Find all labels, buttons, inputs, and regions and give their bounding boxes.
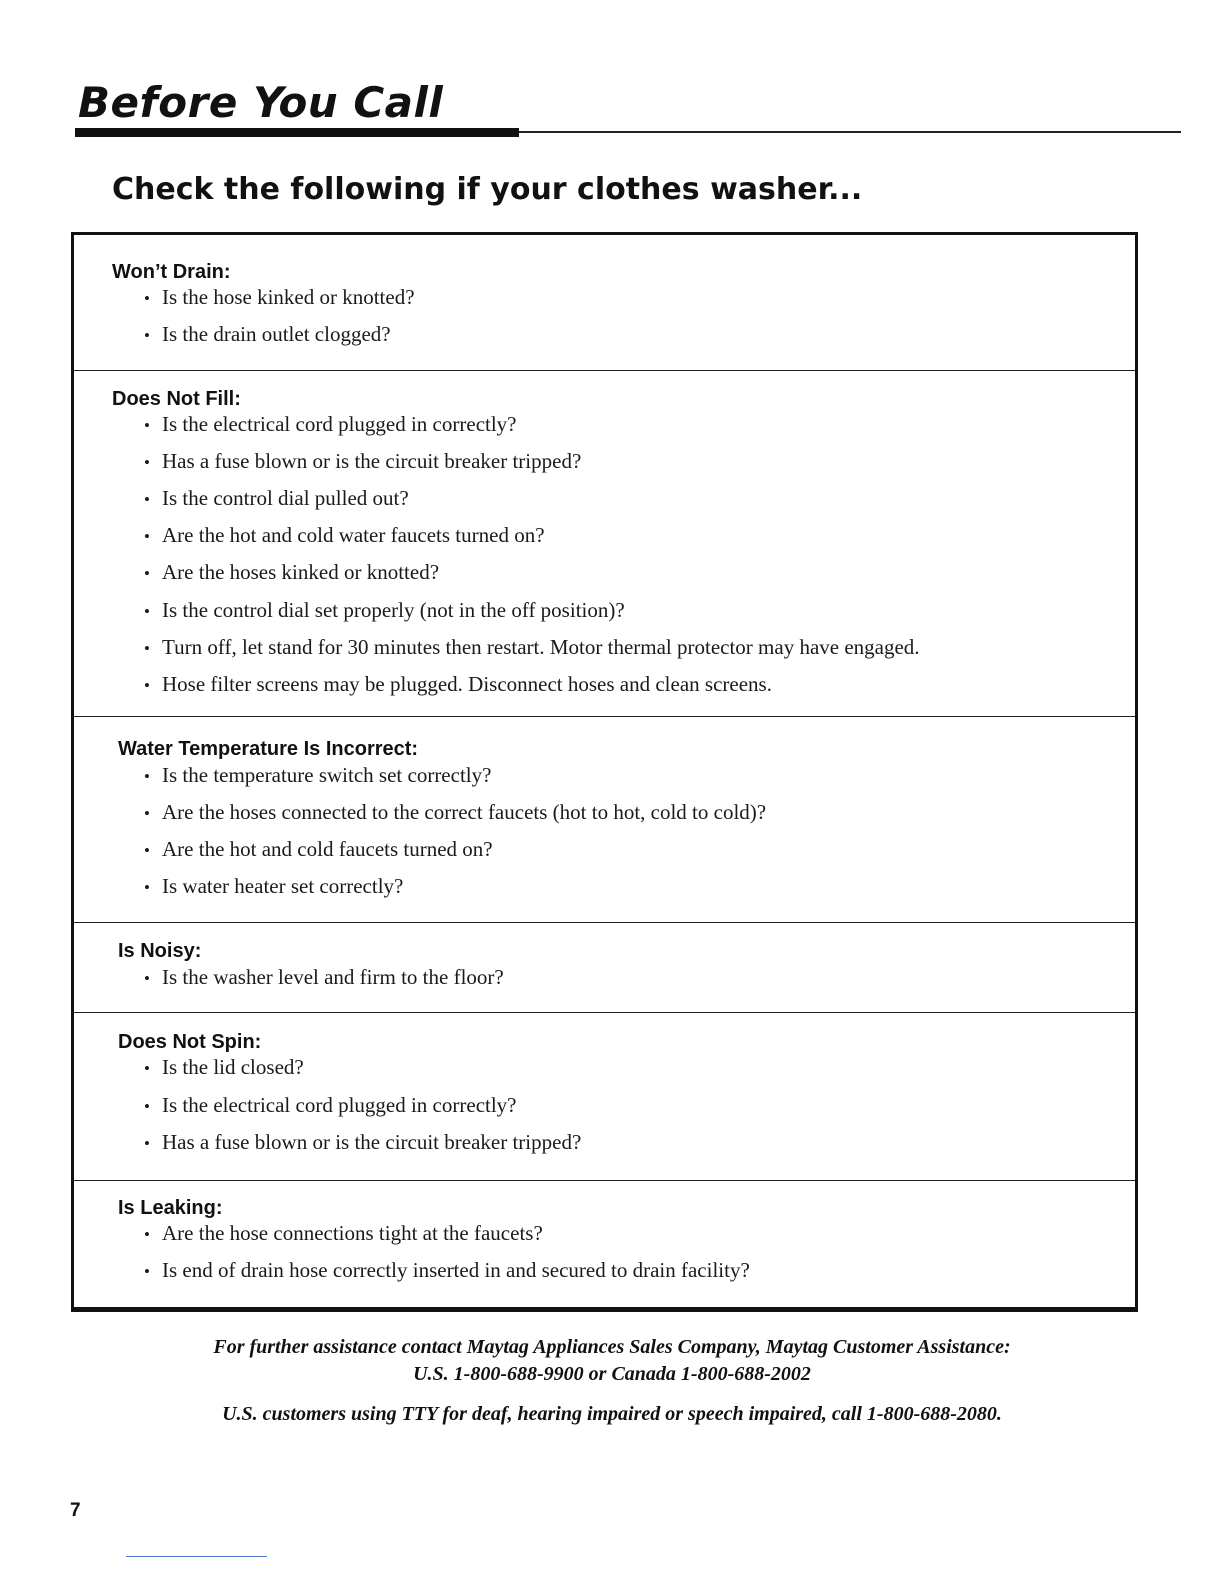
item-text: Are the hot and cold faucets turned on? [162,837,493,861]
bullet-icon: • [144,490,150,509]
bullet-icon: • [144,527,150,546]
title-rule-thick [75,128,519,137]
section-is-leaking [74,1180,1135,1307]
item-text: Is the temperature switch set correctly? [162,763,492,787]
item-text: Is end of drain hose correctly inserted in and secured to drain facility? [162,1258,750,1282]
bullet-icon: • [144,289,150,308]
item-text: Is the electrical cord plugged in correctly? [162,1093,517,1117]
item-text: Is the drain outlet clogged? [162,322,391,346]
bottom-divider [126,1556,267,1557]
item-text: Hose filter screens may be plugged. Disconnect hoses and clean screens. [162,672,772,696]
section-heading: Does Not Spin: [118,1031,262,1053]
bullet-icon: • [144,878,150,897]
item-text: Is the electrical cord plugged in correctly? [162,412,517,436]
checklist-box [71,232,1138,1312]
bullet-icon: • [144,1262,150,1281]
footer-assistance-line: For further assistance contact Maytag Appliances Sales Company, Maytag Customer Assistance: [213,1336,1011,1358]
list-item [144,285,415,310]
bullet-icon: • [144,804,150,823]
item-text: Turn off, let stand for 30 minutes then restart. Motor thermal protector may have engaged. [162,635,920,659]
bullet-icon: • [144,1059,150,1078]
list-item [144,1055,304,1080]
list-item [144,1221,543,1246]
bullet-icon: • [144,767,150,786]
bullet-icon: • [144,639,150,658]
list-item [144,965,504,990]
item-text: Has a fuse blown or is the circuit breaker tripped? [162,449,582,473]
item-text: Is the control dial set properly (not in the off position)? [162,598,625,622]
list-item [144,763,491,788]
list-item [144,598,625,623]
list-item [144,523,545,548]
item-text: Is water heater set correctly? [162,874,404,898]
list-item [144,635,920,660]
list-item [144,800,766,825]
list-item [144,672,772,697]
bullet-icon: • [144,602,150,621]
section-water-temperature [74,716,1135,922]
item-text: Are the hose connections tight at the faucets? [162,1221,543,1245]
page-subtitle: Check the following if your clothes washer... [112,172,863,207]
list-item [144,1130,581,1155]
item-text: Is the hose kinked or knotted? [162,285,415,309]
bullet-icon: • [144,1134,150,1153]
item-text: Is the washer level and firm to the floor? [162,965,504,989]
list-item [144,449,581,474]
list-item [144,1093,517,1118]
bullet-icon: • [144,416,150,435]
bullet-icon: • [144,969,150,988]
section-heading: Water Temperature Is Incorrect: [118,738,419,760]
item-text: Is the control dial pulled out? [162,486,409,510]
bullet-icon: • [144,676,150,695]
bullet-icon: • [144,326,150,345]
section-does-not-spin [74,1012,1135,1180]
section-is-noisy [74,922,1135,1012]
section-wont-drain [74,235,1135,370]
section-heading: Is Leaking: [118,1197,223,1219]
section-heading: Does Not Fill: [112,388,241,410]
list-item [144,560,439,585]
item-text: Are the hoses connected to the correct faucets (hot to hot, cold to cold)? [162,800,767,824]
footer-phone-line: U.S. 1-800-688-9900 or Canada 1-800-688-2002 [413,1363,811,1385]
page-title: Before You Call [78,78,444,127]
list-item [144,837,493,862]
item-text: Is the lid closed? [162,1055,304,1079]
list-item [144,412,517,437]
list-item [144,322,391,347]
section-heading: Is Noisy: [118,940,202,962]
item-text: Has a fuse blown or is the circuit breaker tripped? [162,1130,582,1154]
bullet-icon: • [144,453,150,472]
list-item [144,874,403,899]
section-does-not-fill [74,370,1135,716]
bullet-icon: • [144,1097,150,1116]
title-rule-thin [519,131,1181,133]
item-text: Are the hoses kinked or knotted? [162,560,440,584]
list-item [144,486,409,511]
bullet-icon: • [144,1225,150,1244]
footer-tty-line: U.S. customers using TTY for deaf, hearing impaired or speech impaired, call 1-800-688-2080. [222,1403,1002,1425]
list-item [144,1258,750,1283]
bullet-icon: • [144,564,150,583]
section-heading: Won’t Drain: [112,261,231,283]
bullet-icon: • [144,841,150,860]
page-number: 7 [70,1500,81,1521]
item-text: Are the hot and cold water faucets turned on? [162,523,545,547]
